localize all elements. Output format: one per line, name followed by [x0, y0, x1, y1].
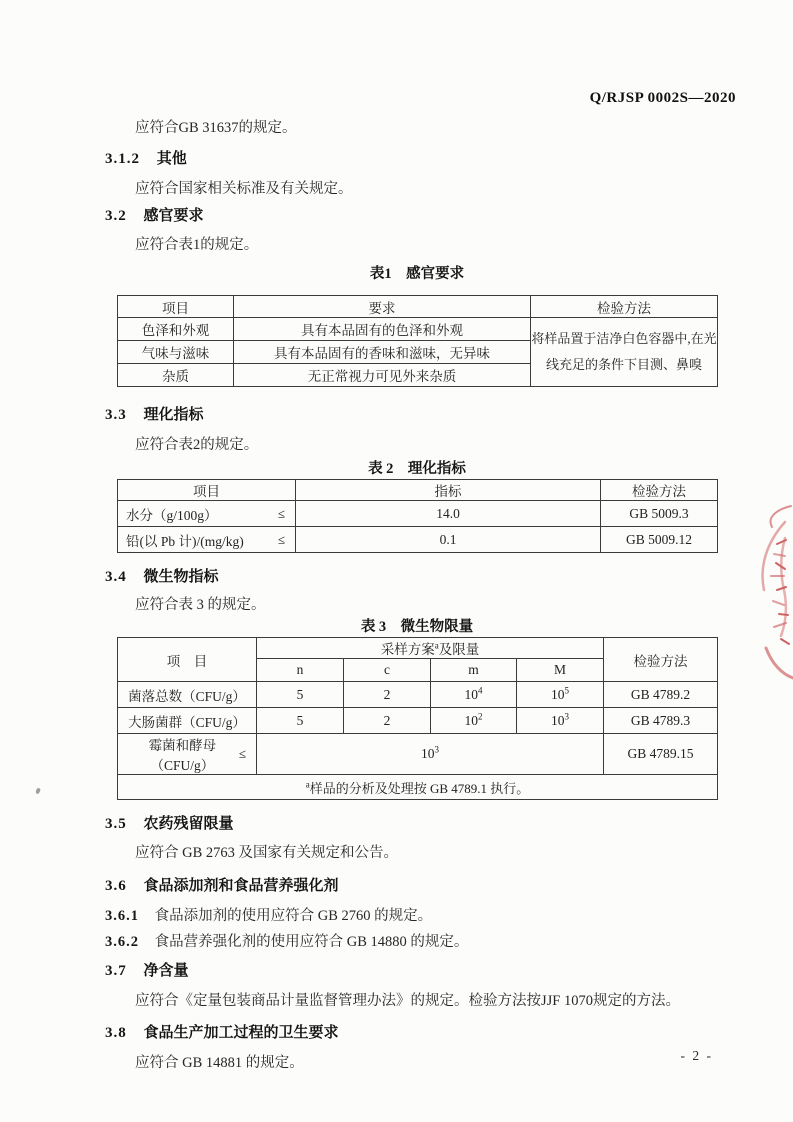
section-title: 微生物指标 [143, 569, 219, 585]
table3-subcol-m: m [431, 659, 517, 682]
table1-title: 表1 感官要求 [369, 266, 465, 282]
table3-item: 霉菌和酵母（CFU/g） [148, 738, 217, 773]
table1-col-method: 检验方法 [531, 296, 718, 318]
table3-footnote: $^a$样品的分析及处理按 GB 4789.1 执行。 [118, 775, 718, 800]
exponent: 5 [564, 685, 569, 695]
table1-header-row [118, 296, 718, 318]
table3-n: 5 [257, 708, 344, 734]
table3-footnote-row [118, 775, 718, 800]
table3-n: 5 [257, 682, 344, 708]
clause-number: 3.6.2 [105, 934, 139, 950]
table3-microbiological [117, 637, 718, 800]
section-number: 3.7 [105, 963, 127, 979]
doc-number: Q/RJSP 0002S—2020 [589, 90, 736, 106]
table2-col-method: 检验方法 [601, 480, 718, 501]
sampling-plan-suffix: 及限量 [438, 642, 480, 657]
table3-item: 菌落总数（CFU/g） [118, 682, 257, 708]
table1-item: 杂质 [118, 364, 234, 387]
footnote-marker: a [305, 779, 310, 790]
section-number: 3.6 [105, 878, 127, 894]
section-title: 感官要求 [143, 208, 204, 224]
table2-method: GB 5009.12 [601, 527, 718, 553]
clause-text: 食品营养强化剂的使用应符合 GB 14880 的规定。 [154, 934, 469, 950]
table3-M: $10^3$ [517, 708, 604, 734]
table2-col-index: 指标 [296, 480, 601, 501]
table3-col-item: 项 目 [118, 638, 257, 682]
section-number: 3.3 [105, 407, 127, 423]
table1-col-requirement: 要求 [234, 296, 531, 318]
paragraph-3-2: 应符合表1的规定。 [135, 237, 259, 253]
table3-subcol-M: M [517, 659, 604, 682]
section-title: 食品添加剂和食品营养强化剂 [143, 878, 339, 894]
heading-3-4 [105, 567, 717, 587]
table-row [118, 527, 718, 553]
section-title: 理化指标 [143, 407, 204, 423]
table3-M: $10^5$ [517, 682, 604, 708]
heading-3-1-2 [105, 149, 717, 169]
less-equal-symbol: ≤ [277, 531, 285, 547]
table2-value: 0.1 [296, 527, 601, 553]
table3-m: $10^2$ [431, 708, 517, 734]
heading-3-7 [105, 961, 717, 981]
section-title: 食品生产加工过程的卫生要求 [143, 1025, 339, 1041]
table2-title: 表 2 理化指标 [368, 461, 466, 477]
section-number: 3.2 [105, 208, 127, 224]
table2-col-item: 项目 [118, 480, 296, 501]
table3-method: GB 4789.2 [604, 682, 718, 708]
exponent: 2 [478, 711, 483, 721]
section-number: 3.5 [105, 816, 127, 832]
footnote-marker: a [434, 640, 439, 651]
heading-3-3 [105, 405, 717, 425]
table1-method-cell: 将样品置于洁净白色容器中,在光线充足的条件下目测、鼻嗅 [531, 318, 718, 387]
section-title: 净含量 [143, 963, 189, 979]
table3-subcol-c: c [344, 659, 431, 682]
table2-header-row [118, 480, 718, 501]
paragraph-3-4: 应符合表 3 的规定。 [135, 597, 266, 613]
table1-requirement: 无正常视力可见外来杂质 [234, 364, 531, 387]
table2-item-cell [118, 501, 296, 527]
paragraph-3-5: 应符合 GB 2763 及国家有关规定和公告。 [135, 845, 399, 861]
heading-3-5 [105, 814, 717, 834]
table1-item: 气味与滋味 [118, 341, 234, 364]
table2-item-cell [118, 527, 296, 553]
table-row [118, 708, 718, 734]
page-number: - 2 - [680, 1048, 713, 1063]
table3-item: 大肠菌群（CFU/g） [118, 708, 257, 734]
table3-header-row-1 [118, 638, 718, 659]
section-title: 农药残留限量 [143, 816, 234, 832]
heading-3-6 [105, 876, 717, 896]
paragraph-3-1-2: 应符合国家相关标准及有关规定。 [135, 181, 353, 197]
table3-method: GB 4789.15 [604, 734, 718, 775]
clause-text: 食品添加剂的使用应符合 GB 2760 的规定。 [154, 908, 433, 924]
table-row [118, 682, 718, 708]
red-stamp-partial [741, 500, 793, 688]
table3-item-cell [118, 734, 257, 775]
paragraph-3-3: 应符合表2的规定。 [135, 437, 259, 453]
table2-method: GB 5009.3 [601, 501, 718, 527]
section-number: 3.8 [105, 1025, 127, 1041]
heading-3-2 [105, 206, 717, 226]
clause-number: 3.6.1 [105, 908, 139, 924]
paragraph-3-6-1 [105, 906, 717, 926]
table3-method: GB 4789.3 [604, 708, 718, 734]
table2-item: 水分（g/100g） [126, 507, 218, 523]
paragraph-3-6-2 [105, 932, 717, 952]
table3-m: $10^4$ [431, 682, 517, 708]
page-content [105, 115, 717, 1073]
exponent: 4 [478, 685, 483, 695]
table1-requirement: 具有本品固有的香味和滋味，无异味 [234, 341, 531, 364]
less-equal-symbol: ≤ [277, 505, 285, 521]
heading-3-8 [105, 1023, 717, 1043]
table2-physical-chemical [117, 479, 718, 553]
section-title: 其他 [156, 151, 187, 167]
sampling-plan-label: 采样方案 [380, 642, 435, 657]
table1-item: 色泽和外观 [118, 318, 234, 341]
table-row [118, 734, 718, 775]
table2-value: 14.0 [296, 501, 601, 527]
table3-col-sampling-plan [257, 638, 604, 659]
exponent: 3 [564, 711, 569, 721]
table3-subcol-n: n [257, 659, 344, 682]
table3-c: 2 [344, 682, 431, 708]
table3-c: 2 [344, 708, 431, 734]
table3-merged-value: $10^3$ [257, 734, 604, 775]
paragraph-3-7: 应符合《定量包装商品计量监督管理办法》的规定。检验方法按JJF 1070规定的方法。 [135, 993, 680, 1009]
table-row [118, 318, 718, 341]
paragraph-3-8: 应符合 GB 14881 的规定。 [135, 1055, 304, 1071]
scan-speck [35, 788, 41, 795]
section-number: 3.4 [105, 569, 127, 585]
exponent: 3 [434, 744, 439, 755]
intro-paragraph: 应符合GB 31637的规定。 [135, 120, 297, 136]
table3-title: 表 3 微生物限量 [360, 619, 474, 635]
table1-requirement: 具有本品固有的色泽和外观 [234, 318, 531, 341]
section-number: 3.1.2 [105, 151, 140, 167]
table2-item: 铅(以 Pb 计)/(mg/kg) [126, 533, 244, 549]
table3-col-method: 检验方法 [604, 638, 718, 682]
table1-col-item: 项目 [118, 296, 234, 318]
less-equal-symbol: ≤ [238, 746, 246, 761]
table-row [118, 501, 718, 527]
table1-sensory [117, 295, 718, 387]
